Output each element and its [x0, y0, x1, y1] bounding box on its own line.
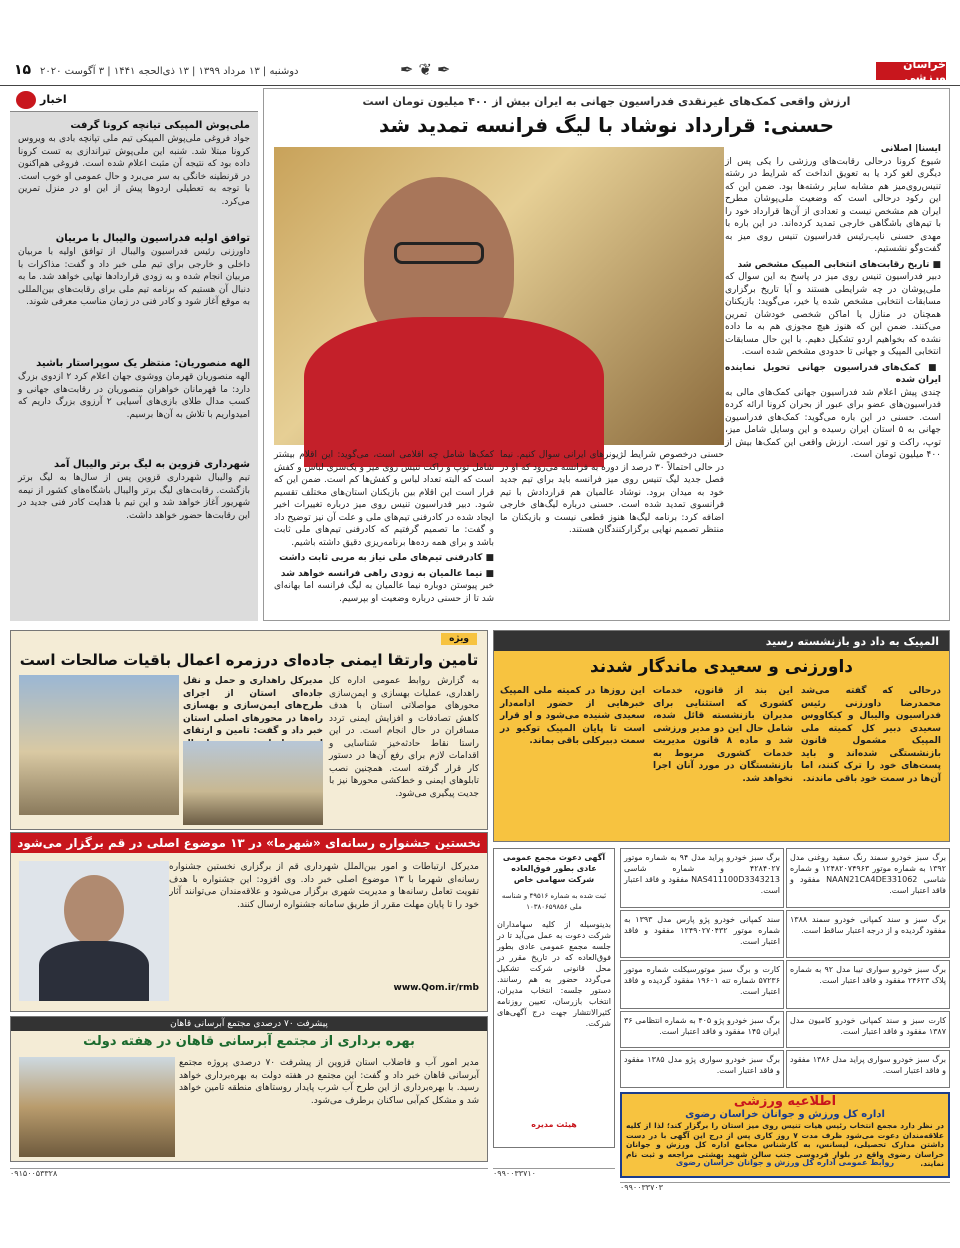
- ghaen-title: بهره برداری از مجتمع آبرسانی قاهان در هفته دولت: [83, 1034, 415, 1049]
- sport-notice-body: در نظر دارد مجمع انتخاب رئیس هیات تنیس روی میز استان را برگزار کند؛ لذا از کلیه علاقه‌مندان دعوت می‌شود ظرف مدت ۷ روز کاری پس از درج این آگهی با در دست داشتن مدارک تحصیلی، لیسانس، به کارشناس مجامع اداره کل ورزش و جوانان خراسان رضوی واقع در بلوار فردوسی جنب سالن شهید بهشتی مراجعه و ثبت نام نمایند.: [626, 1121, 944, 1168]
- news-sidebar: [10, 88, 258, 621]
- side-item: [18, 120, 250, 229]
- lost-notice: برگ سبز خودرو سواری پژو مدل ۱۳۸۵ مفقود و فاقد اعتبار است.: [620, 1050, 784, 1088]
- roads-photo-2: [183, 741, 323, 825]
- company-notice-reg: ثبت شده به شماره ۴۹۵۱۶ و شناسه ملی ۱۰۳۸۰۶۵۹۸۵۶: [501, 892, 607, 911]
- lost-notice: سند کمپانی خودرو پژو پارس مدل ۱۳۹۳ به شماره موتور ۱۲۴۹۰۲۷۰۴۳۲ مفقود و فاقد اعتبار است.: [620, 910, 784, 959]
- roads-photo: [19, 675, 179, 815]
- olympic-col2: این بند از قانون، خدمات کشوری که استثنایی برای مدیران بازنشسته قائل شده، شامل حال این دو مدیر ورزشی شد و ماده ۸ قانون مدیریت خدمات کشوری مربوط به بازنشستگان در مورد آنان اجرا نخواهد شد.: [653, 686, 793, 784]
- main-col1-text: شیوع کرونا درحالی رقابت‌های ورزشی را یکی پس از دیگری لغو کرد یا به تعویق انداخت که شرایط در رشته تنیس‌روی‌میز هم مشابه سایر رشته‌ها بود. ضمن این که این رکود درحالی است که وضعیت ملی‌پوشان مطرح ایران هم مشخص نیست و تعدادی از آن‌ها قرارداد خود را با تیم‌های باشگاهی خارجی تمدید کرده‌اند. در این باره با مهدی حسنی نایب‌رئیس فدراسیون تنیس روی میز به گفت‌وگو نشستیم.: [725, 156, 941, 254]
- lost-notice: برگ سبز خودرو سمند رنگ سفید روغنی مدل ۱۳۹۲ به شماره موتور ۱۲۴۸۲۰۷۴۹۶۳ و شماره شاسی NAAN21CA4DE331062 مفقود و فاقد اعتبار است.: [786, 848, 950, 908]
- masthead: [0, 0, 960, 86]
- side-item: [18, 233, 250, 354]
- olympic-col1: درحالی که گفته می‌شد محمدرضا داورزنی رئیس فدراسیون والیبال و کیکاووس سعیدی دبیر کل کمیته ملی المپیک مشمول قانون بازنشستگی شده‌اند و باید پست‌های خود را ترک کنند، اما آن‌ها در سمت خود باقی ماندند.: [801, 686, 941, 784]
- company-notice-title: آگهی دعوت مجمع عمومی عادی بطور فوق‌العاده شرکت سهامی خاص: [502, 853, 606, 884]
- ghaen-kicker: پیشرفت ۷۰ درصدی مجتمع آبرسانی قاهان: [11, 1017, 487, 1031]
- main-col3-text: کمک‌ها شامل چه اقلامی است، می‌گوید: این اقلام بیشتر شامل توپ و راکت تنیس روی میز و یک‌سری لباس و کفش است که البته تعداد لباس و کفش‌ها کم است. ضمن این که قرار است این اقلام بین بازیکنان استان‌های مختلف تقسیم شود. دبیر فدراسیون تنیس روی میز درباره تغییرات اخیر ایجاد شده در کادرفنی تیم‌های ملی و علت آن نیز توضیح داد و گفت: ما تصمیم گرفتیم که کادرفنی تیم‌های ملی ثابت باشد و برای همه رده‌ها برنامه‌ریزی دقیق داشته باشیم.: [274, 450, 494, 548]
- dateline: دوشنبه | ۱۳ مرداد ۱۳۹۹ | ۱۳ ذی‌الحجه ۱۴۴۱ | ۳ آگوست ۲۰۲۰: [40, 66, 299, 77]
- portrait-shirt: [304, 317, 604, 467]
- side-item-title: ملی‌پوش المپیکی تیانچه کرونا گرفت: [70, 120, 250, 131]
- footer-phone-3: ۰۹۹۰۰۳۳۷۰۳: [620, 1182, 950, 1196]
- lost-notice: برگ سبز و سند کمپانی خودرو سمند ۱۳۸۸ مفقود گردیده و از درجه اعتبار ساقط است.: [786, 910, 950, 959]
- lost-notice: برگ سبز خودرو پژو ۴۰۵ به شماره انتظامی ۳۶ ایران ۱۴۵ مفقود و فاقد اعتبار است.: [620, 1011, 784, 1049]
- company-notice: [493, 848, 615, 1148]
- side-item-body: جواد فروغی ملی‌پوش المپیکی تیم ملی تپانچه بادی به ویروس کرونا مبتلا شد. شنبه این ملی‌پوش تیراندازی به تست کرونا داده بود که نتیجه آن مثبت اعلام شده است. فروغی هم‌اکنون در قرنطینه خانگی به سر می‌برد و حال عمومی او خوب است. با توجه به تعطیلی اردوها پیش از این او در منزل تمرین می‌کرد.: [18, 134, 250, 207]
- subhead-1: ■ تاریخ رقابت‌های انتخابی المپیک مشخص شد: [737, 259, 941, 270]
- side-item-body: داورزنی رئیس فدراسیون والیبال از توافق اولیه با مربیان داخلی و خارجی برای تیم ملی خبر داد و گفت: مذاکرات با مربیان انجام شده و به زودی قراردادها نهایی خواهد شد. ما به دنبال آن هستیم که برنامه تیم ملی برای رقابت‌های بین‌المللی به موقع آغاز شود و کادر فنی در زمان مناسب معرفی شوند.: [18, 247, 250, 307]
- footer-phone-2: ۰۹۹۰۰۳۳۷۱۰: [493, 1168, 615, 1182]
- ghaen-photo: [19, 1057, 175, 1157]
- roads-lead: مدیرکل راهداری و حمل و نقل جاده‌ای استان از اجرای طرح‌های ایمن‌سازی و بهسازی راه‌ها در محورهای اصلی استان خبر داد و گفت: تامین و ارتقای: [183, 676, 323, 736]
- sidebar-items: [10, 112, 258, 576]
- sidebar-header: [10, 88, 258, 112]
- main-col-left: [274, 449, 494, 615]
- roads-article: [10, 630, 488, 830]
- side-item-body: تیم والیبال شهرداری قزوین پس از سال‌ها به لیگ برتر بازگشت. رقابت‌های لیگ برتر والیبال باشگاه‌های کشور از نیمه شهریور آغاز خواهد شد و این تیم با هدایت کادر فنی جدید در این رقابت‌ها حضور خواهد داشت.: [18, 473, 250, 521]
- main-col1b-text: دبیر فدراسیون تنیس روی میز در پاسخ به این سوال که ملی‌پوشان در چه شرایطی هستند و آیا تاریخ برگزاری مسابقات انتخابی مشخص شده یا خیر، می‌گوید: بازیکنان همچنان در منازل یا اماکن شخصی خودشان تمرین می‌کنند. ضمن این که هنوز هیچ مجوزی هم به ما داده نشده که بخواهیم اردو تشکیل دهیم. با این حال مسابقات انتخابی المپیک و جهانی تا حدودی مشخص شده است.: [725, 272, 941, 357]
- main-article: [263, 88, 950, 621]
- page-number: ۱۵: [14, 62, 32, 78]
- roads-title: تامین وارتقا ایمنی جاده‌ای درزمره اعمال باقیات صالحات است: [19, 651, 479, 669]
- byline: ایسنا| اصلانی: [880, 144, 941, 154]
- side-item-body: الهه منصوریان قهرمان ووشوی جهان اعلام کرد ۲ ازدوی بزرگ دارد: ما قهرمانان خواهران منصوریان در رقابت‌های جهانی و کسب مدال طلای بازی‌های آسیایی ۲ آرزوی بزرگ داریم که امیدواریم با تلاش به آن‌ها برسیم.: [18, 372, 251, 420]
- olympic-title: داورزنی و سعیدی ماندگار شدند: [589, 657, 854, 677]
- festival-photo: [19, 861, 169, 1001]
- company-notice-body: بدینوسیله از کلیه سهامداران شرکت دعوت به عمل می‌آید تا در جلسه مجمع عمومی عادی بطور فوق‌العاده که در تاریخ مقرر در محل قانونی شرکت تشکیل می‌گردد حضور به هم رسانند. دستور جلسه: انتخاب مدیران، انتخاب بازرسان، تعیین روزنامه کثیرالانتشار جهت درج آگهی‌های شرکت.: [497, 920, 611, 1028]
- glasses-icon: [394, 242, 484, 264]
- festival-body: مدیرکل ارتباطات و امور بین‌الملل شهرداری قم از برگزاری نخستین جشنواره رسانه‌ای شهرما با ۱۳ موضوع اصلی خبر داد. وی افزود: این جشنواره با هدف تقویت تعامل رسانه‌ها و مدیریت شهری برگزار می‌شود و علاقه‌مندان می‌توانند آثار خود را تا پایان مهلت مقرر از طریق سامانه جشنواره ارسال کنند.: [169, 862, 479, 910]
- side-item-title: الهه منصوریان: منتظر یک سوپر‌استار باشید: [36, 358, 250, 369]
- company-notice-sign: هیئت مدیره: [531, 1120, 577, 1129]
- side-item: [18, 459, 250, 572]
- main-photo: [274, 147, 724, 445]
- lost-notice: کارت سبز و سند کمپانی خودرو کامیون مدل ۱۳۸۷ مفقود و فاقد اعتبار است.: [786, 1011, 950, 1049]
- lost-notice: برگ سبز خودرو سواری تیبا مدل ۹۲ به شماره پلاک ۲۴۶۲۳ مفقود و فاقد اعتبار است.: [786, 960, 950, 1009]
- footer-phone-1: ۰۹۱۵۰۰۵۳۳۲۸: [10, 1168, 488, 1182]
- main-col3b-text: خبر پیوستن دوباره نیما عالمیان به لیگ فرانسه اما بهانه‌ای شد تا از حسنی درباره وضعیت او بپرسیم.: [274, 581, 494, 604]
- olympic-kicker: المپیک به داد دو بازنشسته رسید: [494, 631, 949, 651]
- subhead-2: ■ کمک‌های فدراسیون جهانی تحویل نماینده ایران شده: [725, 362, 941, 385]
- festival-title: نخستین جشنواره رسانه‌ای «شهرما» در ۱۳ موضوع اصلی در قم برگزار می‌شود: [11, 833, 487, 853]
- side-item-title: شهرداری قزوین به لیگ برتر والیبال آمد: [53, 459, 250, 470]
- subhead-4: ■ نیما عالمیان به زودی راهی فرانسه خواهد شد: [280, 568, 494, 579]
- main-col-right: [725, 143, 941, 613]
- olympic-article: [493, 630, 950, 842]
- portrait-suit: [39, 941, 149, 1001]
- portrait-head: [64, 875, 124, 945]
- olympic-col3: این روزها در کمیته ملی المپیک خبرهایی از حضور ادامه‌دار سعیدی شنیده می‌شود و او قرار است تا پایان المپیک توکیو در سمت دبیرکلی باقی بماند.: [500, 686, 645, 746]
- sport-notice-title: اطلاعیه ورزشی: [733, 1094, 837, 1109]
- lost-notices: [620, 848, 950, 1088]
- main-col-mid: [500, 449, 724, 615]
- roads-body: به گزارش روابط عمومی اداره کل راهداری، عملیات بهسازی و ایمن‌سازی محورهای مواصلاتی استان با هدف کاهش تصادفات و افزایش ایمنی تردد مسافران در حال انجام است. در این راستا نقاط حادثه‌خیز شناسایی و اقدامات لازم برای رفع آن‌ها در دستور کار قرار گرفته است. همچنین نصب تابلوهای ایمنی و خط‌کشی محورها نیز با جدیت پیگیری می‌شود.: [329, 676, 479, 799]
- special-badge: ویژه: [441, 633, 477, 645]
- section-logo: خراسان ورزشی: [876, 62, 946, 80]
- sidebar-title: اخبار: [40, 93, 67, 106]
- lost-notice: برگ سبز خودرو پراید مدل ۹۴ به شماره موتور ۴۲۸۴۰۲۷ و شماره شاسی NAS411100D3343213 مفقود و فاقد اعتبار است.: [620, 848, 784, 908]
- main-col1c-text: چندی پیش اعلام شد فدراسیون جهانی کمک‌های مالی به فدراسیون‌های عضو برای عبور از بحران کرونا ارائه کرده است. حسنی در این باره می‌گوید: کمک‌های فدراسیون جهانی به ۵ استان ایران رسیده و این وسایل شامل میز، توپ، راکت و تور است. ارزش واقعی این کمک‌ها بیش از ۴۰۰ میلیون تومان است.: [725, 387, 941, 460]
- side-item-title: توافق اولیه فدراسیون والیبال با مربیان: [55, 233, 250, 244]
- main-col2-text: حسنی درخصوص شرایط لژیونرهای ایرانی سوال کنیم. نیما در حالی احتمالاً ۳۰ درصد از دوره به فرانسه می‌رود که او در فصل جدید لیگ تنیس روی میز فرانسه باید برای تیم جدید خود به میدان برود. نوشاد عالمیان هم قراردادش با تیم فرانسوی تمدید شده است. حسنی درباره لیگ‌های خارجی اضافه کرد: برنامه لیگ‌ها هنوز قطعی نیست و بازیکنان ما منتظر تصمیم نهایی برگزارکنندگان هستند.: [500, 450, 725, 535]
- side-item: [18, 358, 250, 455]
- sport-notice: [620, 1092, 950, 1178]
- ghaen-article: [10, 1016, 488, 1162]
- news-icon: [16, 91, 36, 109]
- sport-notice-sign: روابط عمومی اداره کل ورزش و جوانان خراسان رضوی: [675, 1158, 895, 1167]
- header-ornament-icon: ✒ ❦ ✒: [400, 60, 451, 79]
- ghaen-body: مدیر امور آب و فاضلاب استان قزوین از پیشرفت ۷۰ درصدی پروژه مجتمع آبرسانی قاهان خبر داد و گفت: این مجتمع در هفته دولت به بهره‌برداری خواهد رسید. با بهره‌برداری از این طرح آب شرب پایدار روستاهای منطقه تامین خواهد شد و مشکل کم‌آبی ساکنان برطرف می‌شود.: [179, 1058, 479, 1106]
- festival-article: [10, 832, 488, 1012]
- main-title: حسنی: قرارداد نوشاد با لیگ فرانسه تمدید شد: [379, 113, 834, 137]
- lost-notice: برگ سبز خودرو سواری پراید مدل ۱۳۸۶ مفقود و فاقد اعتبار است.: [786, 1050, 950, 1088]
- festival-site: www.Qom.ir/rmb: [393, 983, 479, 993]
- subhead-3: ■ کادرفنی تیم‌های ملی نیاز به مربی ثابت داشت: [279, 553, 494, 563]
- lost-notice: کارت و برگ سبز موتورسیکلت شماره موتور ۵۷۲۳۶ شماره تنه ۱۹۶۰۱ مفقود گردیده و فاقد اعتبار است.: [620, 960, 784, 1009]
- sport-notice-org: اداره کل ورزش و جوانان خراسان رضوی: [685, 1109, 885, 1120]
- main-kicker: ارزش واقعی کمک‌های غیرنقدی فدراسیون جهانی به ایران بیش از ۴۰۰ میلیون تومان است: [362, 95, 851, 108]
